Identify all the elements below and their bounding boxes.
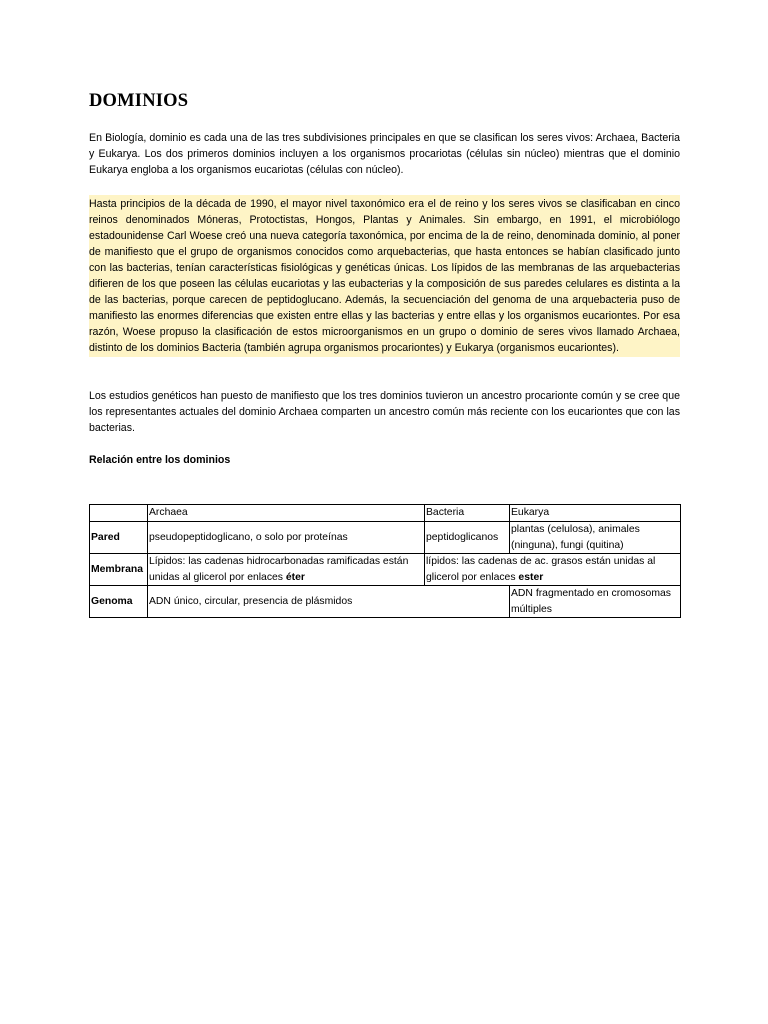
cell-pared-archaea: pseudopeptidoglicano, o solo por proteínas xyxy=(148,522,425,554)
membrana-archaea-text: Lípidos: las cadenas hidrocarbonadas ramificadas están unidas al glicerol por enlaces xyxy=(149,556,409,583)
highlighted-paragraph: Hasta principios de la década de 1990, el mayor nivel taxonómico era el de reino y los seres vivos se clasificaban en cinco reinos denominados Móneras, Protoctistas, Hongos, Plantas y Animales. Sin embargo, en 1991, el microbiólogo estadounidense Carl Woese creó una nueva categoría taxonómica, por encima de la de reino, denominada dominio, al poner de manifiesto que el grupo de organismos conocidos como arquebacterias, que hasta entonces se habían clasificado junto con las bacterias, tenían características fisiológicas y genéticas únicas. Los lípidos de las membranas de las arquebacterias difieren de los que poseen las células eucariotas y las eubacterias y la composición de sus paredes celulares es distinta a la de las bacterias, porque carecen de peptidoglucano. Además, la secuenciación del genoma de una arquebacteria puso de manifiesto las enormes diferencias que existen entre ellas y las bacterias y entre ellas y los organismos eucariontes. Por esa razón, Woese propuso la clasificación de estos microorganismos en un grupo o dominio de seres vivos llamado Archaea, distinto de los dominios Bacteria (también agrupa organismos procariontes) y Eukarya (organismos eucariontes). xyxy=(89,195,680,357)
table-row-genoma xyxy=(90,586,681,618)
membrana-bacteria-text: lípidos: las cadenas de ac. grasos están unidas al glicerol por enlaces xyxy=(426,556,656,583)
cell-membrana-bacteria-eukarya xyxy=(425,554,681,586)
header-empty-cell xyxy=(90,505,148,522)
table-row-pared xyxy=(90,522,681,554)
cell-genoma-archaea-bacteria: ADN único, circular, presencia de plásmidos xyxy=(148,586,510,618)
cell-pared-eukarya: plantas (celulosa), animales (ninguna), fungi (quitina) xyxy=(510,522,681,554)
cell-genoma-eukarya: ADN fragmentado en cromosomas múltiples xyxy=(510,586,681,618)
page-title: DOMINIOS xyxy=(89,91,189,111)
row-label-pared: Pared xyxy=(90,522,148,554)
header-eukarya: Eukarya xyxy=(510,505,681,522)
table-header-row xyxy=(90,505,681,522)
cell-pared-bacteria: peptidoglicanos xyxy=(425,522,510,554)
membrana-bacteria-bond: ester xyxy=(518,571,544,583)
cell-membrana-archaea xyxy=(148,554,425,586)
intro-paragraph: En Biología, dominio es cada una de las tres subdivisiones principales en que se clasifican los seres vivos: Archaea, Bacteria y Eukarya. Los dos primeros dominios incluyen a los organismos procariotas (células sin núcleo) mientras que el dominio Eukarya engloba a los organismos eucariotas (células con núcleo). xyxy=(89,132,680,176)
table-row-membrana xyxy=(90,554,681,586)
genetics-paragraph: Los estudios genéticos han puesto de manifiesto que los tres dominios tuvieron un ancestro procarionte común y se cree que los representantes actuales del dominio Archaea comparten un ancestro común más reciente con los eucariontes que con las bacterias. xyxy=(89,390,680,434)
header-bacteria: Bacteria xyxy=(425,505,510,522)
membrana-archaea-bond: éter xyxy=(285,571,305,583)
table-subtitle: Relación entre los dominios xyxy=(89,454,231,466)
domains-table xyxy=(89,504,681,618)
header-archaea: Archaea xyxy=(148,505,425,522)
row-label-genoma: Genoma xyxy=(90,586,148,618)
row-label-membrana: Membrana xyxy=(90,554,148,586)
